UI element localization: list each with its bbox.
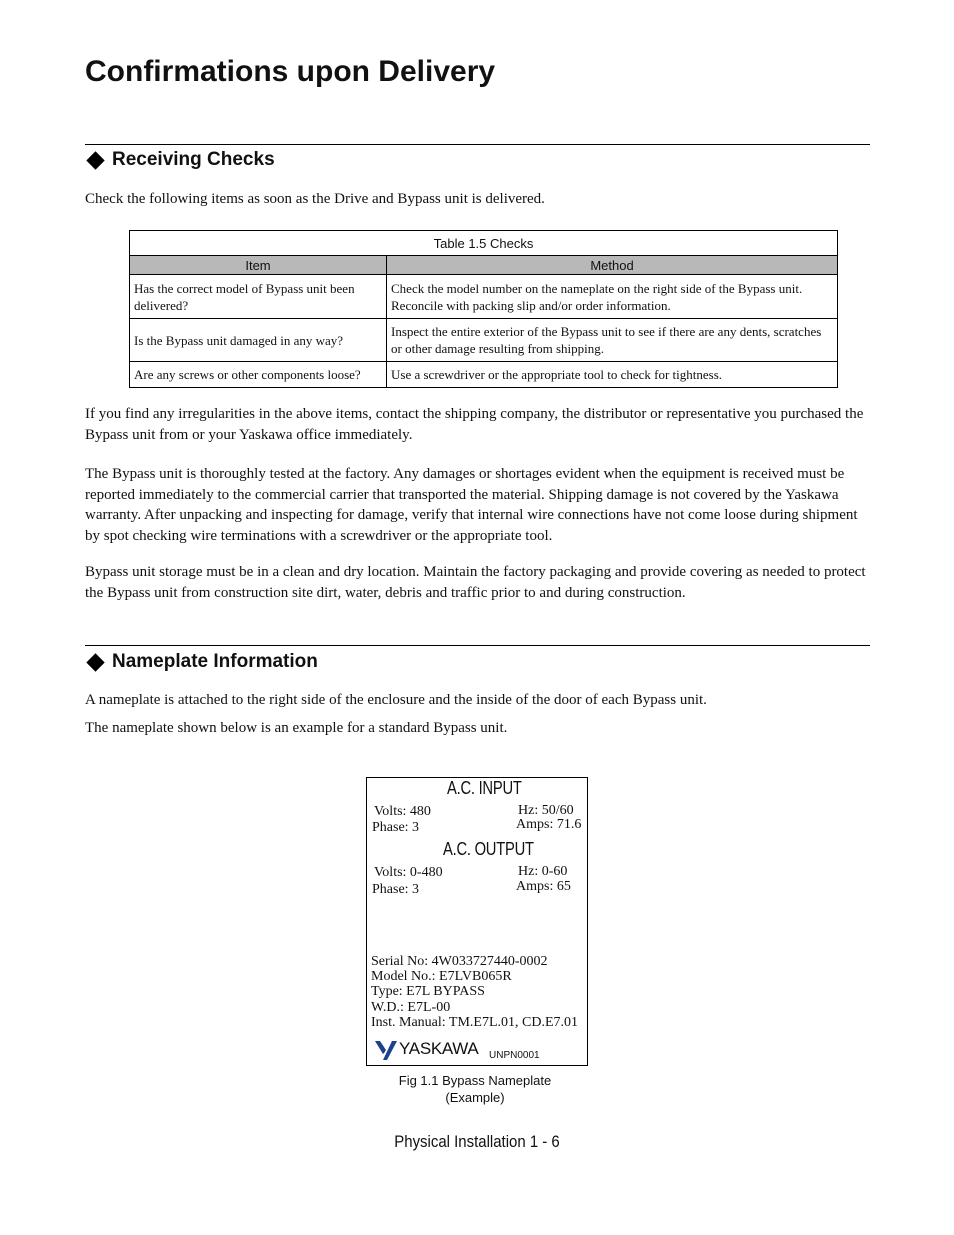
storage-paragraph: Bypass unit storage must be in a clean and dry location. Maintain the factory packaging and provide covering as needed to protect the Bypass unit from construction site dirt, water, debris and traffic prior to and during construction.: [85, 564, 866, 601]
table-row: [130, 275, 838, 319]
table-cell-item: Has the correct model of Bypass unit been delivered?: [130, 275, 387, 319]
figure-caption-line-2: (Example): [445, 1090, 505, 1105]
input-volts: Volts: 480: [374, 804, 431, 819]
column-header-method: Method: [387, 256, 838, 275]
checks-table: [129, 230, 838, 388]
irregularities-paragraph: If you find any irregularities in the above items, contact the shipping company, the distributor or representative you purchased the Bypass unit from or your Yaskawa office immediately.: [85, 406, 864, 443]
unit-type: Type: E7L BYPASS: [371, 984, 485, 1000]
diamond-bullet-icon: [86, 151, 104, 169]
table-cell-method: Check the model number on the nameplate on the right side of the Bypass unit. Reconcile with packing slip and/or order information.: [387, 275, 838, 319]
input-hz: Hz: 50/60: [518, 803, 574, 818]
footer-text: Physical Installation 1 - 6: [394, 1132, 560, 1151]
serial-number: Serial No: 4W033727440-0002: [371, 954, 548, 969]
nameplate-model-details: [371, 954, 578, 1030]
table-cell-method: Use a screwdriver or the appropriate tool to check for tightness.: [387, 362, 838, 388]
wiring-diagram: W.D.: E7L-00: [371, 999, 451, 1015]
nameplate-code: UNPN0001: [489, 1050, 540, 1061]
table-cell-method: Inspect the entire exterior of the Bypass unit to see if there are any dents, scratches or other damage resulting from shipping.: [387, 319, 838, 362]
output-amps: Amps: 65: [516, 879, 571, 894]
section-heading-nameplate-information: [85, 650, 318, 674]
diamond-bullet-icon: [86, 653, 104, 671]
ac-output-heading: A.C. OUTPUT: [443, 839, 534, 859]
page-title: Confirmations upon Delivery: [85, 55, 496, 88]
figure-caption-line-1: Fig 1.1 Bypass Nameplate: [398, 1073, 552, 1088]
testing-paragraph: The Bypass unit is thoroughly tested at the factory. Any damages or shortages evident when the equipment is received must be reported immediately to the commercial carrier that transported the material. Shipping damage is not covered by the Yaskawa warranty. After unpacking and inspecting for damage, verify that internal wire connections have not come loose during shipment by spot checking wire terminations with a screwdriver or the appropriate tool.: [85, 466, 858, 544]
column-header-item: Item: [130, 256, 387, 275]
yaskawa-logo-text: YASKAWA: [399, 1039, 479, 1058]
section-heading-receiving-checks: [85, 148, 275, 172]
yaskawa-logo-icon: [375, 1038, 397, 1060]
nameplate-location-paragraph: A nameplate is attached to the right side of the enclosure and the inside of the door of each Bypass unit.: [85, 692, 707, 708]
section-heading-text: Receiving Checks: [112, 149, 275, 170]
table-row: [130, 362, 838, 388]
table-title: Table 1.5 Checks: [130, 231, 838, 256]
output-hz: Hz: 0-60: [518, 864, 568, 879]
model-number: Model No.: E7LVB065R: [371, 969, 512, 985]
output-phase: Phase: 3: [372, 882, 420, 897]
section-heading-text: Nameplate Information: [112, 651, 318, 672]
nameplate-example-paragraph: The nameplate shown below is an example for a standard Bypass unit.: [85, 720, 508, 736]
bypass-nameplate: [366, 777, 588, 1066]
instruction-manual: Inst. Manual: TM.E7L.01, CD.E7.01: [371, 1014, 579, 1030]
figure-caption: [366, 1072, 584, 1106]
section-divider: [85, 144, 870, 145]
page-footer: [0, 1131, 954, 1153]
receiving-intro: Check the following items as soon as the Drive and Bypass unit is delivered.: [85, 191, 545, 207]
input-phase: Phase: 3: [372, 820, 420, 835]
input-amps: Amps: 71.6: [516, 817, 582, 832]
section-divider: [85, 645, 870, 646]
ac-input-heading: A.C. INPUT: [447, 778, 522, 798]
table-row: [130, 319, 838, 362]
table-cell-item: Are any screws or other components loose?: [130, 362, 387, 388]
table-cell-item: Is the Bypass unit damaged in any way?: [130, 319, 387, 362]
yaskawa-logo: [375, 1038, 478, 1060]
output-volts: Volts: 0-480: [374, 865, 443, 880]
